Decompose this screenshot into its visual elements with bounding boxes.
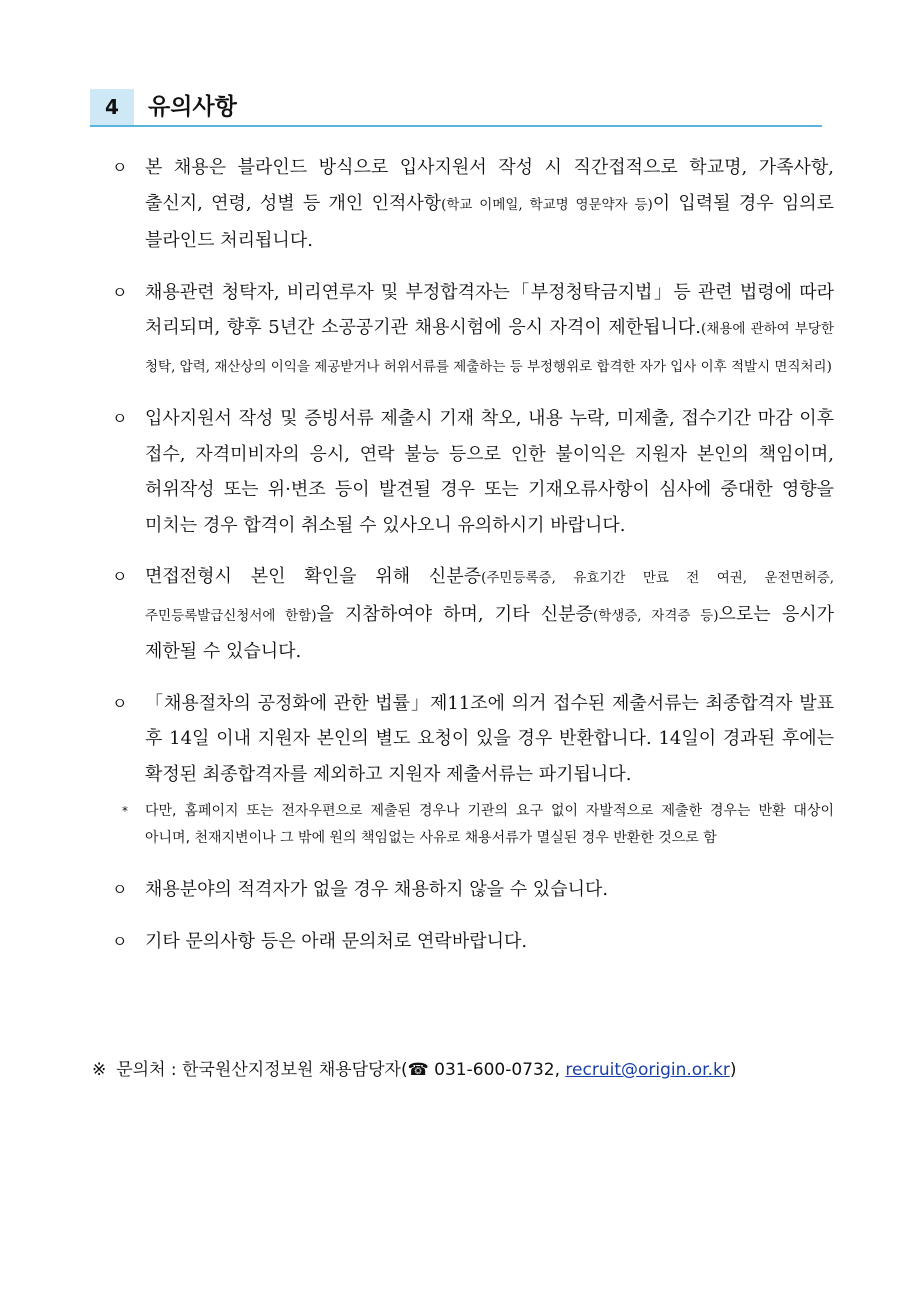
- footnote: [112, 798, 834, 852]
- notice-item-id-check: [112, 559, 834, 670]
- asterisk-icon: *: [122, 804, 128, 818]
- notice-text-tail: 을 지참하여야 하며, 기타 신분증: [316, 603, 593, 625]
- bullet-icon: ㅇ: [112, 158, 128, 177]
- bullet-icon: ㅇ: [112, 931, 128, 951]
- bullet-icon: ㅇ: [112, 880, 128, 899]
- notice-item-blind: [112, 150, 834, 259]
- notice-item-document-return: [112, 686, 834, 793]
- phone-icon: ☎: [407, 1060, 429, 1080]
- contact-phone: 031-600-0732,: [428, 1060, 566, 1080]
- section-number: 4: [90, 89, 134, 125]
- notice-text-tail: 이 입력될 경우 임의로 블라인드 처리됩니다.: [145, 192, 835, 251]
- notice-text: 본 채용은 블라인드 방식으로 입사지원서 작성 시 직간접적으로 학교명, 가족사항, 출신지, 연령, 성별 등 개인 인적사항: [145, 157, 834, 214]
- contact-line: [92, 1055, 737, 1085]
- notice-text: 「채용절차의 공정화에 관한 법률」제11조에 의거 접수된 제출서류는 최종합격자 발표 후 14일 이내 지원자 본인의 별도 요청이 있을 경우 반환합니다. 14일이 경과된 후에는 확정된 최종합격자를 제외하고 지원자 제출서류는 파기됩니다.: [145, 692, 834, 785]
- notice-item-no-hire: [112, 872, 834, 908]
- notice-text: 면접전형시 본인 확인을 위해 신분증: [145, 566, 482, 587]
- notice-item-inquiries: [112, 924, 834, 960]
- notice-text-tail-2: 으로는 응시가 제한될 수 있습니다.: [145, 603, 834, 662]
- notice-text: 채용관련 청탁자, 비리연루자 및 부정합격자는「부정청탁금지법」등 관련 법령에 따라 처리되며, 향후 5년간 소공공기관 채용시험에 응시 자격이 제한됩니다.: [145, 281, 834, 338]
- contact-label: 문의처 : 한국원산지정보원 채용담당자(: [116, 1060, 408, 1080]
- notice-text: 입사지원서 작성 및 증빙서류 제출시 기재 착오, 내용 누락, 미제출, 접수기간 마감 이후 접수, 자격미비자의 응시, 연락 불능 등으로 인한 불이익은 지원자 본인의 책임이며, 허위작성 또는 위·변조 등이 발견될 경우 또는 기재오류사항이 심사에 중대한 영향을 미치는 경우 합격이 취소될 수 있사오니 유의하시기 바랍니다.: [145, 408, 834, 536]
- notice-item-solicitation: [112, 275, 834, 386]
- footnote-text: 다만, 홈페이지 또는 전자우편으로 제출된 경우나 기관의 요구 없이 자발적으로 제출한 경우는 반환 대상이 아니며, 천재지변이나 그 밖에 원의 책임없는 사유로 채용서류가 멸실된 경우 반환한 것으로 함: [145, 803, 834, 846]
- section-header: [90, 88, 822, 128]
- bullet-icon: ㅇ: [112, 567, 128, 586]
- section-title: 유의사항: [148, 94, 237, 120]
- reference-mark-icon: ※: [92, 1060, 107, 1080]
- notice-text: 채용분야의 적격자가 없을 경우 채용하지 않을 수 있습니다.: [145, 879, 609, 900]
- bullet-icon: ㅇ: [112, 693, 128, 713]
- bullet-icon: ㅇ: [112, 409, 128, 428]
- section-divider: [90, 125, 822, 127]
- contact-email-link[interactable]: recruit@origin.or.kr: [565, 1060, 730, 1080]
- notice-list: [112, 150, 834, 975]
- notice-item-applicant-responsibility: [112, 401, 834, 543]
- notice-aside-2: (학생증, 자격증 등): [592, 607, 719, 624]
- notice-aside: (학교 이메일, 학교명 영문약자 등): [441, 196, 653, 213]
- contact-close: ): [729, 1060, 737, 1080]
- bullet-icon: ㅇ: [112, 282, 128, 302]
- notice-aside: (주민등록증, 유효기간 만료 전 여권, 운전면허증, 주민등록발급신청서에 한함): [145, 570, 834, 624]
- notice-text: 기타 문의사항 등은 아래 문의처로 연락바랍니다.: [145, 930, 528, 952]
- notice-aside: (채용에 관하여 부당한 청탁, 압력, 재산상의 이익을 제공받거나 허위서류를 제출하는 등 부정행위로 합격한 자가 입사 이후 적발시 면직처리): [145, 321, 835, 375]
